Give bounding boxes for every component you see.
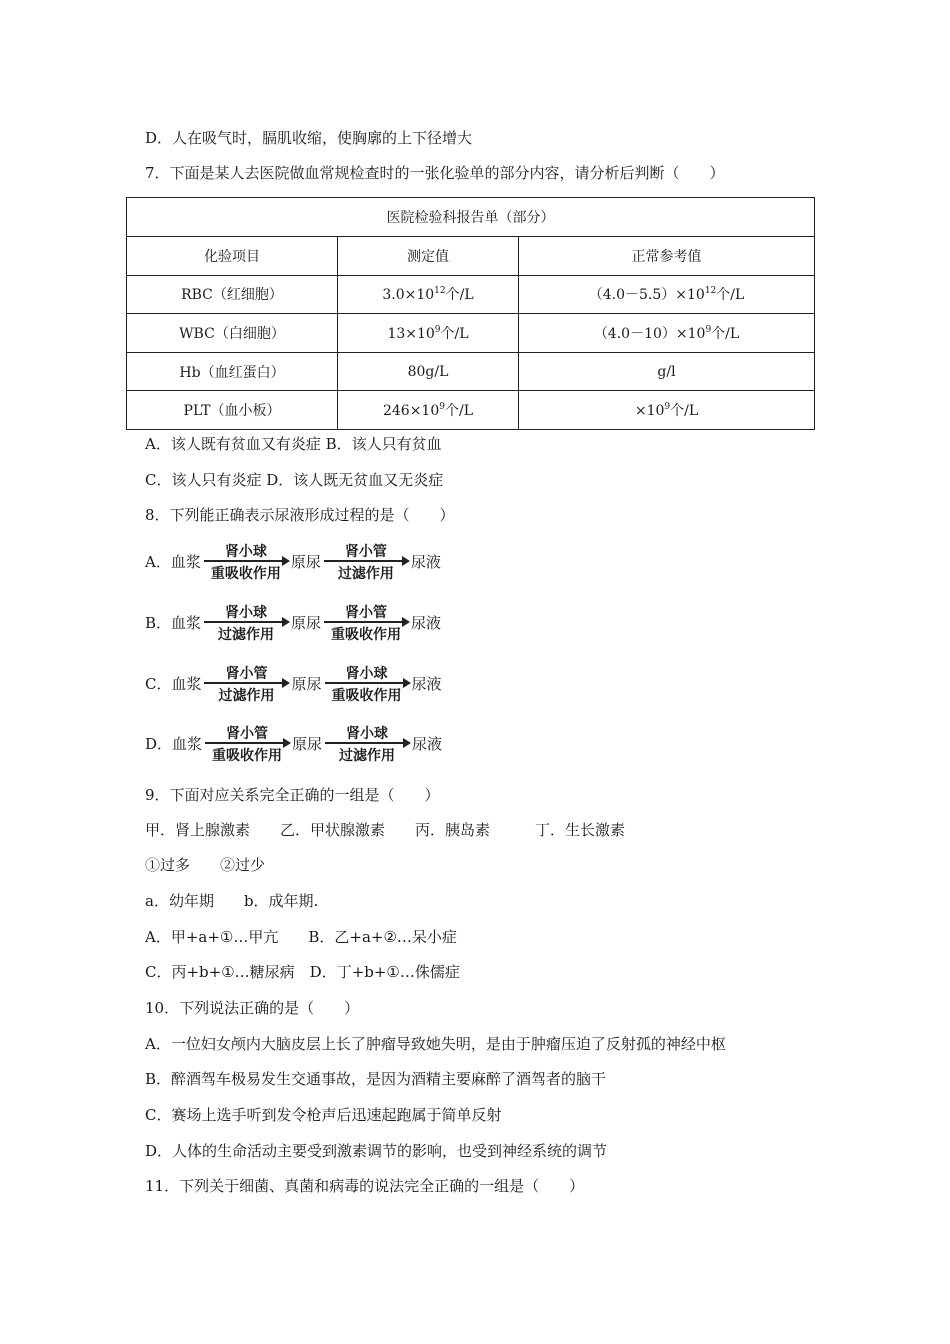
q7-options-ab: A．该人既有贫血又有炎症 B．该人只有贫血 <box>145 435 442 453</box>
process-arrow: 肾小管 重吸收作用 <box>203 721 291 765</box>
option-label: C．血浆 <box>145 674 202 693</box>
q8-option-a <box>145 539 441 583</box>
q9-levels: ①过多 ②过少 <box>145 856 266 874</box>
question-10: 10．下列说法正确的是（ ） <box>145 999 360 1017</box>
q9-periods: a．幼年期 b．成年期. <box>145 892 319 910</box>
table-row <box>127 391 815 430</box>
q10-option-c: C．赛场上选手听到发令枪声后迅速起跑属于简单反射 <box>145 1106 502 1124</box>
q10-option-a: A．一位妇女颅内大脑皮层上长了肿瘤导致她失明，是由于肿瘤压迫了反射孤的神经中枢 <box>145 1035 726 1053</box>
question-11: 11．下列关于细菌、真菌和病毒的说法完全正确的一组是（ ） <box>145 1177 585 1195</box>
end-label: 尿液 <box>411 613 442 632</box>
reference-cell: $(4.0-10)\times 10^9$个/L <box>519 314 815 353</box>
q8-option-b <box>145 600 441 644</box>
value-cell: $3.0\times 10^{12}$个/L <box>338 275 519 314</box>
q9-options-cd: C．丙+b+①…糖尿病 D．丁+b+①…侏儒症 <box>145 963 460 981</box>
process-arrow: 肾小球 过滤作用 <box>323 721 411 765</box>
q10-option-d: D．人体的生命活动主要受到激素调节的影响，也受到神经系统的调节 <box>145 1142 608 1160</box>
end-label: 尿液 <box>412 734 443 753</box>
report-title: 医院检验科报告单（部分） <box>127 198 815 237</box>
table-row <box>127 352 815 391</box>
q9-hormones: 甲．肾上腺激素 乙．甲状腺激素 丙．胰岛素 丁．生长激素 <box>145 821 626 839</box>
header-item: 化验项目 <box>127 237 338 276</box>
value-cell: $13\times 10^9$个/L <box>338 314 519 353</box>
intermediate-label: 原尿 <box>291 613 322 632</box>
reference-cell: g/l <box>519 352 815 391</box>
report-header-row <box>127 237 815 276</box>
end-label: 尿液 <box>410 552 441 571</box>
q8-option-d <box>145 721 442 765</box>
option-label: B．血浆 <box>145 613 202 632</box>
process-arrow: 肾小球 过滤作用 <box>202 600 290 644</box>
item-cell: WBC（白细胞） <box>127 314 338 353</box>
question-9: 9．下面对应关系完全正确的一组是（ ） <box>145 786 440 804</box>
lab-report-table <box>126 197 815 430</box>
header-reference: 正常参考值 <box>519 237 815 276</box>
q10-option-b: B．醉酒驾车极易发生交通事故，是因为酒精主要麻醉了酒驾者的脑干 <box>145 1070 607 1088</box>
question-8: 8．下列能正确表示尿液形成过程的是（ ） <box>145 506 455 524</box>
process-arrow: 肾小管 重吸收作用 <box>322 600 410 644</box>
item-cell: PLT（血小板） <box>127 391 338 430</box>
option-label: A．血浆 <box>145 552 201 571</box>
intermediate-label: 原尿 <box>290 552 321 571</box>
process-arrow: 肾小管 过滤作用 <box>322 539 410 583</box>
header-value: 测定值 <box>338 237 519 276</box>
process-arrow: 肾小球 重吸收作用 <box>202 539 290 583</box>
q6-option-d: D．人在吸气时，膈肌收缩，使胸廓的上下径增大 <box>145 129 473 147</box>
value-cell: 80g/L <box>338 352 519 391</box>
table-row <box>127 275 815 314</box>
process-arrow: 肾小球 重吸收作用 <box>323 661 411 705</box>
process-arrow: 肾小管 过滤作用 <box>202 661 290 705</box>
question-7: 7．下面是某人去医院做血常规检查时的一张化验单的部分内容，请分析后判断（ ） <box>145 164 725 182</box>
q8-option-c <box>145 661 442 705</box>
reference-cell: $\times 10^9$个/L <box>519 391 815 430</box>
item-cell: Hb（血红蛋白） <box>127 352 338 391</box>
intermediate-label: 原尿 <box>291 674 322 693</box>
intermediate-label: 原尿 <box>292 734 323 753</box>
option-label: D．血浆 <box>145 734 203 753</box>
q9-options-ab: A．甲+a+①…甲亢 B．乙+a+②…呆小症 <box>145 928 457 946</box>
q7-options-cd: C．该人只有炎症 D．该人既无贫血又无炎症 <box>145 471 444 489</box>
item-cell: RBC（红细胞） <box>127 275 338 314</box>
reference-cell: $(4.0-5.5)\times 10^{12}$个/L <box>519 275 815 314</box>
table-row <box>127 314 815 353</box>
value-cell: $246\times 10^9$个/L <box>338 391 519 430</box>
end-label: 尿液 <box>411 674 442 693</box>
